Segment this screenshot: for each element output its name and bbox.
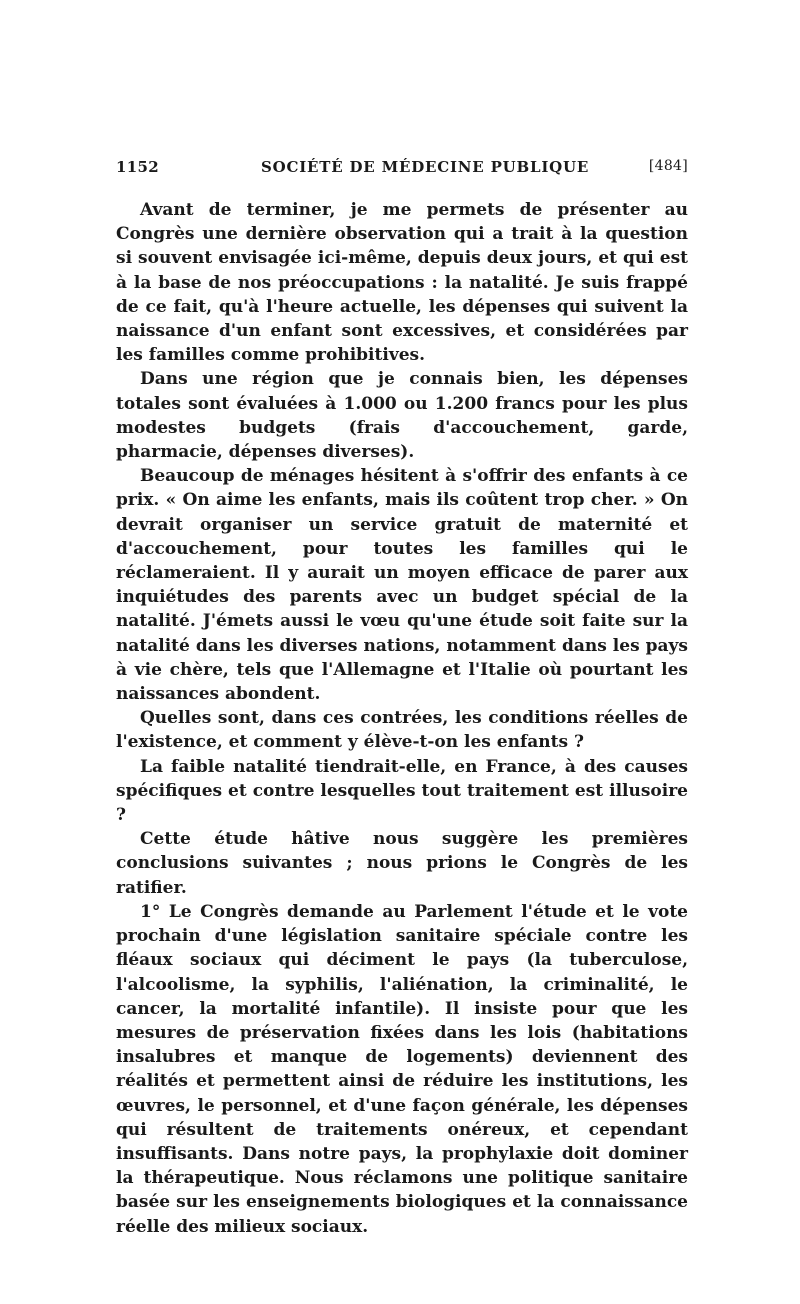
paragraph-7: 1° Le Congrès demande au Parlement l'étude et le vote prochain d'une législation sanitaire spéciale contre les fléaux sociaux qui déciment le pays (la tuberculose, l'alcoolisme, la syphilis, l'aliénation, la criminalité, le cancer, la mortalité infantile). Il insiste pour que les mesures de préservation fixées dans les lois (habitations insalubres et manque de logements) deviennent des réalités et permettent ainsi de réduire les institutions, les œuvres, le personnel, et d'une façon générale, les dépenses qui résultent de traitements onéreux, et cependant insuffisants. Dans notre pays, la prophylaxie doit dominer la thérapeutique. Nous réclamons une politique sanitaire basée sur les enseignements biologiques et la connaissance réelle des milieux sociaux. (116, 901, 688, 1237)
paragraph-1: Avant de terminer, je me permets de présenter au Congrès une dernière observation qui a trait à la question si souvent envisagée ici-même, depuis deux jours, et qui est à la base de nos préoccupations : la natalité. Je suis frappé de ce fait, qu'à l'heure actuelle, les dépenses qui suivent la naissance d'un enfant sont excessives, et considérées par les familles comme prohibitives. (116, 200, 688, 366)
paragraph-5: La faible natalité tiendrait-elle, en France, à des causes spécifiques et contre lesquelles tout traitement est illusoire ? (116, 756, 688, 826)
paragraph-6: Cette étude hâtive nous suggère les premières conclusions suivantes ; nous prions le Congrès de les ratifier. (116, 829, 688, 898)
running-header (116, 158, 688, 182)
paragraph-3: Beaucoup de ménages hésitent à s'offrir des enfants à ce prix. « On aime les enfants, mais ils coûtent trop cher. » On devrait organiser un service gratuit de maternité et d'accouchement, pour toutes les familles qui le réclameraient. Il y aurait un moyen efficace de parer aux inquiétudes des parents avec un budget spécial de la natalité. J'émets aussi le vœu qu'une étude soit faite sur la natalité dans les diverses nations, notamment dans les pays à vie chère, tels que l'Allemagne et l'Italie où pourtant les naissances abondent. (116, 466, 688, 705)
body-text (116, 198, 688, 1239)
bracket-reference: [484] (648, 158, 688, 174)
page-number: 1152 (116, 158, 159, 176)
paragraph-2: Dans une région que je connais bien, les dépenses totales sont évaluées à 1.000 ou 1.200 francs pour les plus modestes budgets (frais d'accouchement, garde, pharmacie, dépenses diverses). (116, 369, 688, 463)
running-title: SOCIÉTÉ DE MÉDECINE PUBLIQUE (261, 158, 590, 176)
paragraph-4: Quelles sont, dans ces contrées, les conditions réelles de l'existence, et comment y élève-t-on les enfants ? (116, 708, 688, 753)
